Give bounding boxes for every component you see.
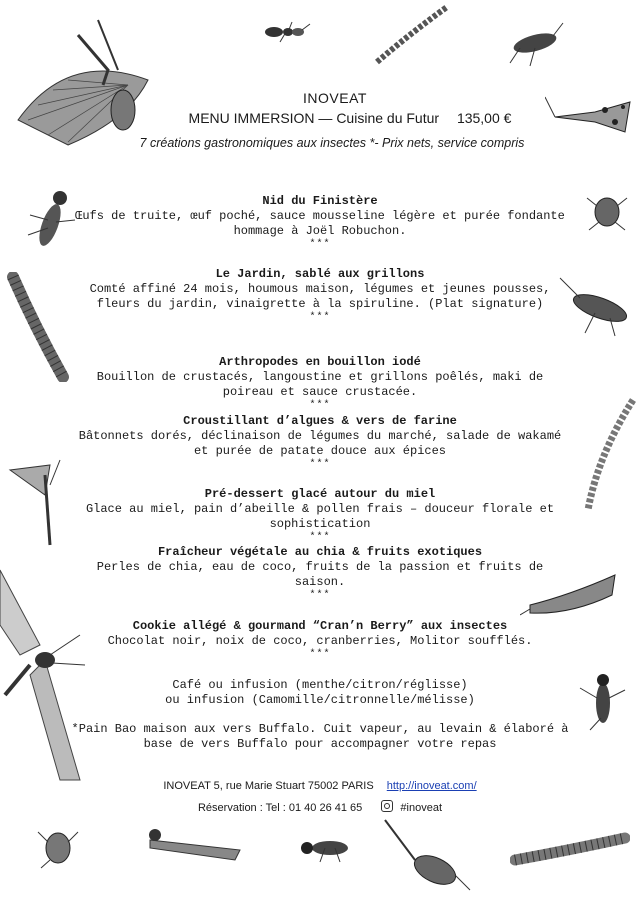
bug-illustration bbox=[36, 820, 81, 870]
course-item bbox=[75, 267, 565, 324]
course-description: Glace au miel, pain d’abeille & pollen frais – douceur florale et sophistication bbox=[85, 502, 555, 531]
click-beetle-illustration bbox=[555, 268, 635, 338]
course-separator: *** bbox=[309, 312, 331, 323]
course-item bbox=[75, 619, 565, 661]
menu-header bbox=[0, 90, 640, 150]
drinks-line-1: Café ou infusion (menthe/citron/réglisse) bbox=[172, 678, 468, 692]
course-title: Arthropodes en bouillon iodé bbox=[219, 355, 421, 369]
course-item bbox=[75, 414, 565, 471]
cicada-illustration bbox=[140, 820, 245, 870]
ant-illustration bbox=[262, 20, 312, 44]
footnote: *Pain Bao maison aux vers Buffalo. Cuit vapeur, au levain & élaboré à base de vers Buffalo pour accompagner votre repas bbox=[71, 722, 569, 751]
course-title: Fraîcheur végétale au chia & fruits exotiques bbox=[157, 545, 483, 559]
course-description: Comté affiné 24 mois, houmous maison, légumes et jeunes pousses, fleurs du jardin, vinaigrette à la spiruline. (Plat signature) bbox=[89, 282, 551, 311]
footer-address: INOVEAT 5, rue Marie Stuart 75002 PARIS bbox=[163, 780, 374, 792]
course-item bbox=[75, 545, 565, 602]
beetle-bottom-illustration bbox=[375, 815, 475, 895]
website-link[interactable]: http://inoveat.com/ bbox=[386, 780, 477, 792]
menu-title-line bbox=[60, 110, 640, 126]
course-separator: *** bbox=[309, 400, 331, 411]
brand-name: INOVEAT bbox=[303, 90, 367, 106]
footer bbox=[0, 780, 640, 814]
instagram-handle: #inoveat bbox=[400, 802, 442, 814]
drinks-line-2: ou infusion (Camomille/citronnelle/mélisse) bbox=[165, 693, 475, 707]
menu-subtitle: 7 créations gastronomiques aux insectes *- Prix nets, service compris bbox=[139, 136, 525, 150]
worm-illustration bbox=[578, 395, 640, 515]
course-title: Cookie allégé & gourmand “Cran’n Berry” aux insectes bbox=[132, 619, 508, 633]
course-title: Croustillant d’algues & vers de farine bbox=[183, 414, 457, 428]
course-item bbox=[75, 194, 565, 251]
footer-address-line bbox=[0, 780, 640, 792]
course-separator: *** bbox=[309, 532, 331, 543]
course-description: Chocolat noir, noix de coco, cranberries, Molitor soufflés. bbox=[107, 634, 533, 648]
course-separator: *** bbox=[309, 459, 331, 470]
course-title: Nid du Finistère bbox=[262, 194, 378, 208]
course-item bbox=[75, 355, 565, 412]
reservation-phone: Réservation : Tel : 01 40 26 41 65 bbox=[197, 802, 363, 814]
wasp-illustration bbox=[575, 668, 630, 733]
course-separator: *** bbox=[309, 239, 331, 250]
course-description: Perles de chia, eau de coco, fruits de la passion et fruits de saison. bbox=[96, 560, 544, 589]
footer-contact-line bbox=[0, 800, 640, 814]
drinks-section bbox=[75, 678, 565, 708]
menu-price: 135,00 € bbox=[456, 110, 512, 126]
instagram-icon bbox=[381, 800, 393, 812]
termite-illustration bbox=[20, 180, 80, 255]
larva-illustration bbox=[372, 2, 452, 67]
mayfly-illustration bbox=[5, 455, 65, 550]
termite-bottom-illustration bbox=[295, 830, 355, 865]
course-item bbox=[75, 487, 565, 544]
course-description: Œufs de truite, œuf poché, sauce mousseline légère et purée fondante hommage à Joël Robuchon. bbox=[75, 209, 565, 238]
aphid-illustration bbox=[585, 188, 630, 233]
mealworm-bottom-illustration bbox=[510, 830, 630, 870]
course-title: Pré-dessert glacé autour du miel bbox=[204, 487, 436, 501]
course-description: Bâtonnets dorés, déclinaison de légumes du marché, salade de wakamé et purée de patate douce aux épices bbox=[78, 429, 562, 458]
mealworm-illustration bbox=[5, 272, 70, 382]
course-description: Bouillon de crustacés, langoustine et grillons poêlés, maki de poireau et sauce crustacée. bbox=[96, 370, 544, 399]
menu-title: MENU IMMERSION — Cuisine du Futur bbox=[188, 110, 440, 126]
beetle-illustration bbox=[505, 18, 565, 68]
course-title: Le Jardin, sablé aux grillons bbox=[215, 267, 425, 281]
course-separator: *** bbox=[309, 590, 331, 601]
course-separator: *** bbox=[309, 649, 331, 660]
